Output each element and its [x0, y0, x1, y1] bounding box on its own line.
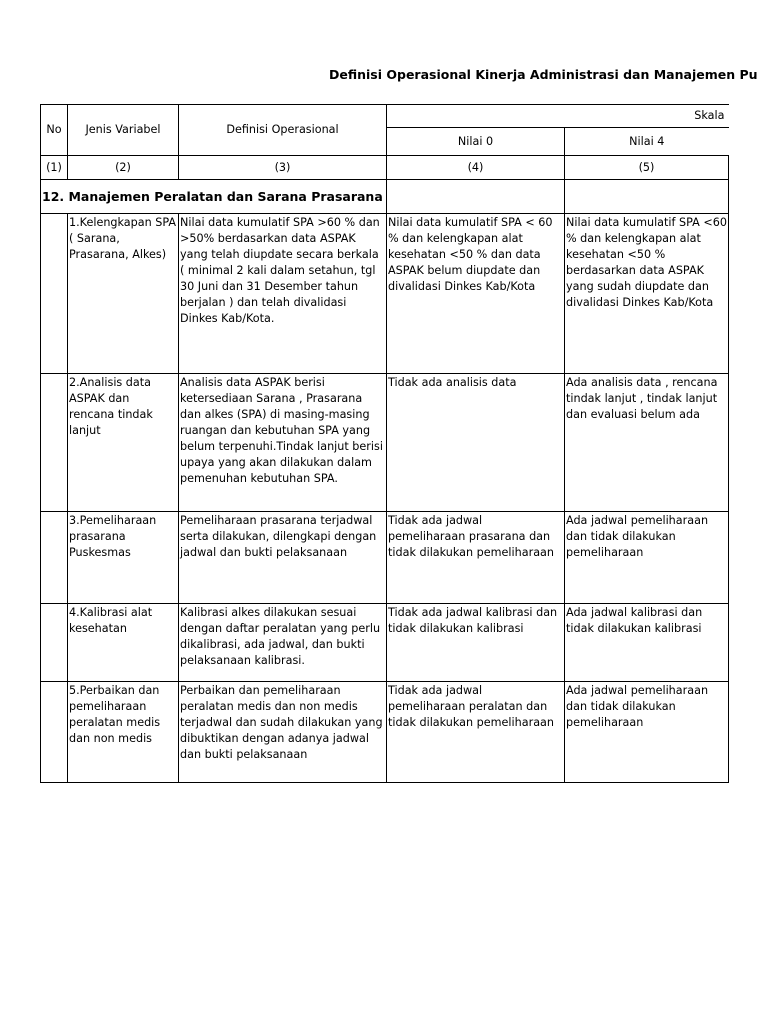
header-jenis-variabel: Jenis Variabel: [68, 105, 179, 156]
row-definisi: Nilai data kumulatif SPA >60 % dan >50% berdasarkan data ASPAK yang telah diupdate secara berkala ( minimal 2 kali dalam setahun, tgl 30 Juni dan 31 Desember tahun berjalan ) dan telah divalidasi Dinkes Kab/Kota.: [179, 214, 387, 374]
document-title: Definisi Operasional Kinerja Administrasi dan Manajemen Pu: [329, 67, 758, 82]
header-skala: Skala: [387, 105, 729, 128]
row-nilai-0: Tidak ada jadwal pemeliharaan peralatan dan tidak dilakukan pemeliharaan: [387, 682, 565, 783]
header-nilai-4: Nilai 4: [565, 128, 729, 156]
row-definisi: Analisis data ASPAK berisi ketersediaan Sarana , Prasarana dan alkes (SPA) di masing-masing ruangan dan kebutuhan SPA yang belum terpenuhi.Tindak lanjut berisi upaya yang akan dilakukan dalam pemenuhan kebutuhan SPA.: [179, 374, 387, 512]
row-no: [41, 682, 68, 783]
column-number: (4): [387, 156, 565, 180]
row-variabel: 2.Analisis data ASPAK dan rencana tindak lanjut: [68, 374, 179, 512]
row-nilai-4: Ada analisis data , rencana tindak lanjut , tindak lanjut dan evaluasi belum ada: [565, 374, 729, 512]
row-no: [41, 214, 68, 374]
column-number: (2): [68, 156, 179, 180]
row-variabel: 3.Pemeliharaan prasarana Puskesmas: [68, 512, 179, 604]
section-title: 12. Manajemen Peralatan dan Sarana Prasarana: [41, 180, 387, 214]
row-nilai-0: Tidak ada analisis data: [387, 374, 565, 512]
section-row: [41, 180, 729, 214]
row-no: [41, 512, 68, 604]
header-definisi-operasional: Definisi Operasional: [179, 105, 387, 156]
column-number: (3): [179, 156, 387, 180]
table-row: [41, 512, 729, 604]
row-no: [41, 604, 68, 682]
header-nilai-0: Nilai 0: [387, 128, 565, 156]
column-number: (5): [565, 156, 729, 180]
table-row: [41, 374, 729, 512]
table-row: [41, 682, 729, 783]
row-nilai-0: Nilai data kumulatif SPA < 60 % dan kelengkapan alat kesehatan <50 % dan data ASPAK belum diupdate dan divalidasi Dinkes Kab/Kota: [387, 214, 565, 374]
header-row-skala: [41, 105, 729, 128]
row-variabel: 4.Kalibrasi alat kesehatan: [68, 604, 179, 682]
row-variabel: 1.Kelengkapan SPA ( Sarana, Prasarana, Alkes): [68, 214, 179, 374]
row-nilai-4: Ada jadwal pemeliharaan dan tidak dilakukan pemeliharaan: [565, 512, 729, 604]
row-definisi: Kalibrasi alkes dilakukan sesuai dengan daftar peralatan yang perlu dikalibrasi, ada jadwal, dan bukti pelaksanaan kalibrasi.: [179, 604, 387, 682]
row-nilai-0: Tidak ada jadwal kalibrasi dan tidak dilakukan kalibrasi: [387, 604, 565, 682]
empty-cell: [565, 180, 729, 214]
row-definisi: Pemeliharaan prasarana terjadwal serta dilakukan, dilengkapi dengan jadwal dan bukti pelaksanaan: [179, 512, 387, 604]
row-nilai-4: Ada jadwal pemeliharaan dan tidak dilakukan pemeliharaan: [565, 682, 729, 783]
empty-cell: [387, 180, 565, 214]
column-number-row: [41, 156, 729, 180]
definition-table: [40, 104, 729, 783]
row-nilai-4: Ada jadwal kalibrasi dan tidak dilakukan kalibrasi: [565, 604, 729, 682]
row-no: [41, 374, 68, 512]
row-nilai-4: Nilai data kumulatif SPA <60 % dan kelengkapan alat kesehatan <50 % berdasarkan data ASPAK yang sudah diupdate dan divalidasi Dinkes Kab/Kota: [565, 214, 729, 374]
table-row: [41, 604, 729, 682]
table-row: [41, 214, 729, 374]
row-nilai-0: Tidak ada jadwal pemeliharaan prasarana dan tidak dilakukan pemeliharaan: [387, 512, 565, 604]
header-no: No: [41, 105, 68, 156]
row-definisi: Perbaikan dan pemeliharaan peralatan medis dan non medis terjadwal dan sudah dilakukan yang dibuktikan dengan adanya jadwal dan bukti pelaksanaan: [179, 682, 387, 783]
row-variabel: 5.Perbaikan dan pemeliharaan peralatan medis dan non medis: [68, 682, 179, 783]
column-number: (1): [41, 156, 68, 180]
